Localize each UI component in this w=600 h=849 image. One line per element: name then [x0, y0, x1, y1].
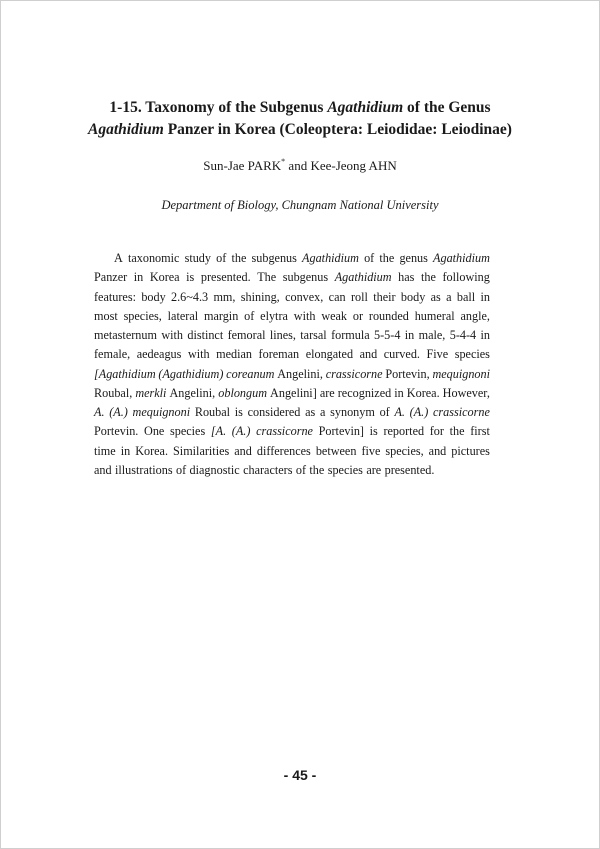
- abstract-line: [Agathidium (Agathidium) coreanum Angelini, crassicorne Portevin, mequignoni: [94, 366, 490, 381]
- abstract-line: Roubal, merkli Angelini, oblongum Angelini] are recognized in Korea. However,: [94, 385, 490, 400]
- author-1: Sun-Jae PARK: [203, 158, 282, 173]
- abstract-line: time in Korea. Similarities and differences between five species, and pictures: [94, 443, 490, 458]
- page-number: - 45 -: [283, 767, 317, 783]
- abstract-line: most species, lateral margin of elytra with weak or rounded humeral angle,: [94, 308, 490, 323]
- abstract-line: Portevin. One species [A. (A.) crassicorne Portevin] is reported for the first: [94, 424, 490, 439]
- authors: [60, 157, 540, 175]
- corresponding-author-marker: *: [281, 157, 286, 166]
- affiliation: Department of Biology, Chungnam National University: [161, 198, 439, 212]
- abstract-line: metasternum with distinct femoral lines, tarsal formula 5-5-4 in male, 5-4-4 in: [94, 328, 490, 342]
- paper-title: [60, 97, 540, 141]
- title-line-2: Agathidium Panzer in Korea (Coleoptera: Leiodidae: Leiodinae): [88, 121, 512, 138]
- abstract-line: A. (A.) mequignoni Roubal is considered as a synonym of A. (A.) crassicorne: [94, 405, 490, 419]
- abstract-line: features: body 2.6~4.3 mm, shining, convex, can roll their body as a ball in: [94, 289, 490, 304]
- abstract-line: A taxonomic study of the subgenus Agathidium of the genus Agathidium: [114, 251, 490, 265]
- abstract-line: Panzer in Korea is presented. The subgenus Agathidium has the following: [94, 270, 490, 285]
- title-line-1: 1-15. Taxonomy of the Subgenus Agathidium of the Genus: [109, 99, 491, 116]
- abstract-line: female, aedeagus with median foreman elongated and curved. Five species: [94, 347, 490, 362]
- abstract-line: and illustrations of diagnostic characters of the species are presented.: [94, 462, 435, 477]
- author-2: and Kee-Jeong AHN: [285, 158, 397, 173]
- abstract: [94, 249, 490, 480]
